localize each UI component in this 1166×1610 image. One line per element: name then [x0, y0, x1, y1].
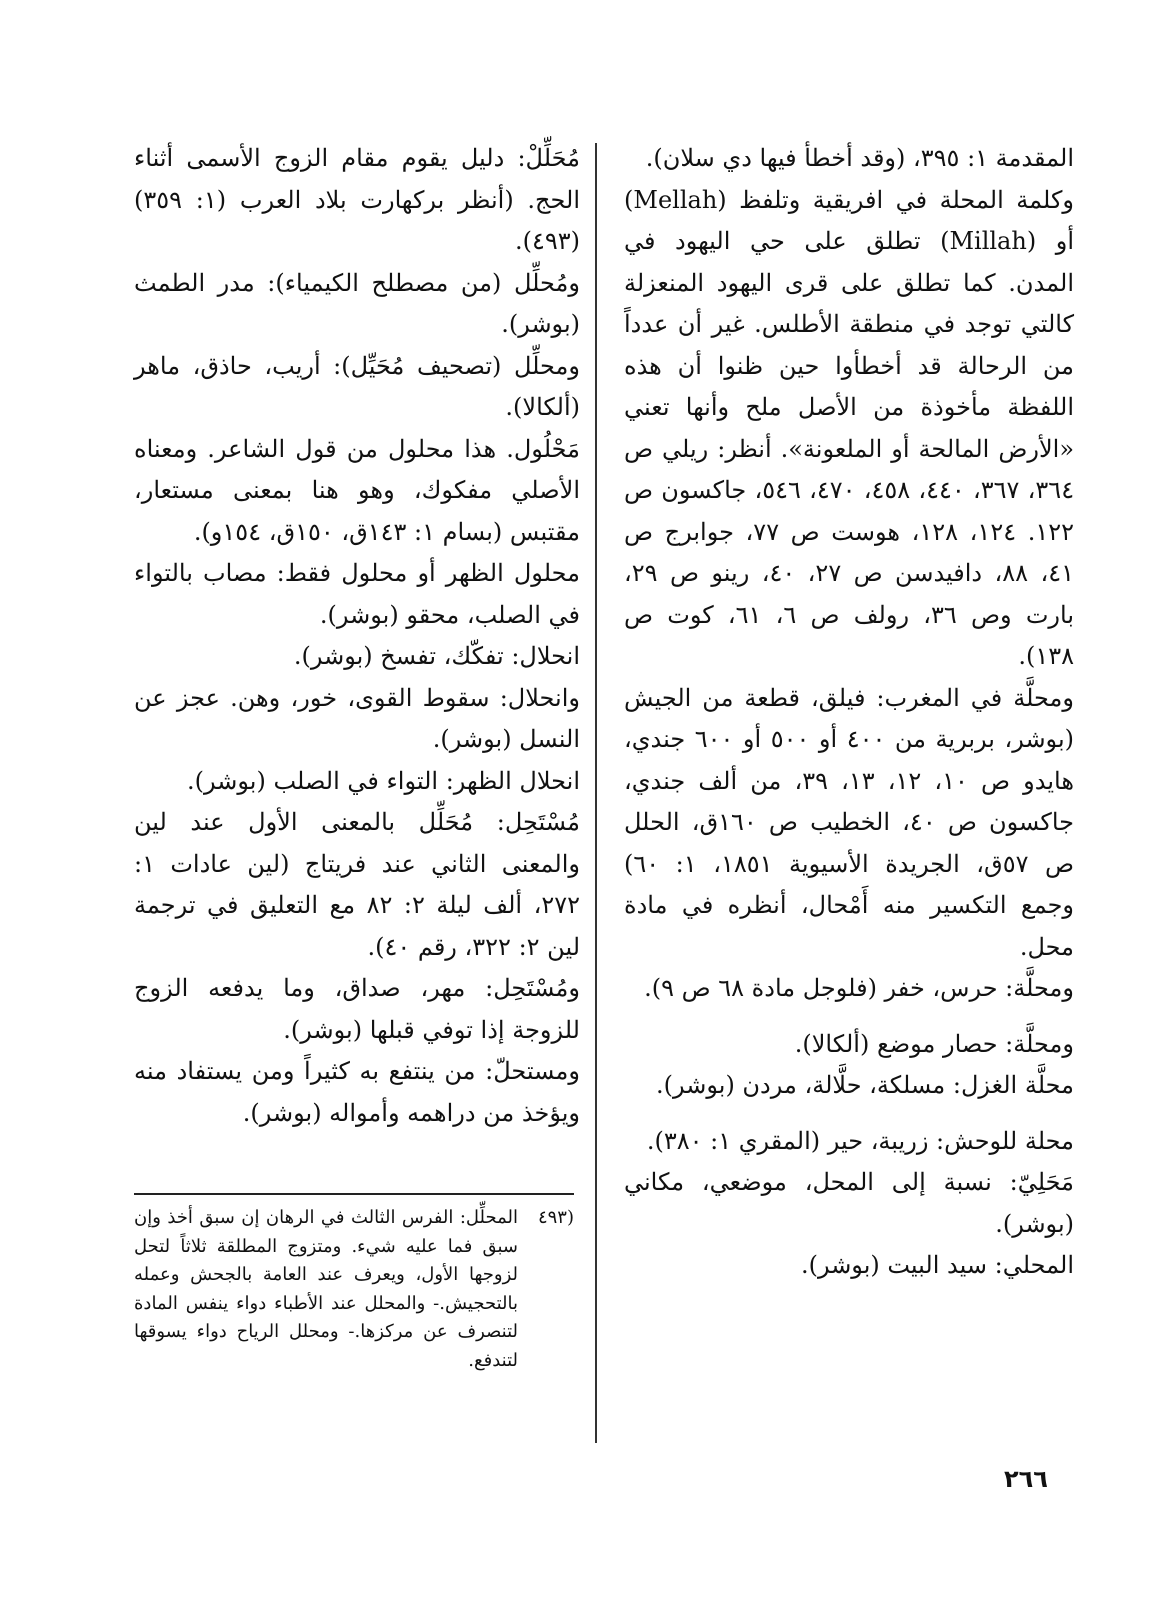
entry-text: مُحَلِّلْ: دليل يقوم مقام الزوج الأسمى أثناء الحج. (أنظر بركهارت بلاد العرب (١: ٣٥٩)(٤٩٣).: [134, 144, 581, 255]
footnote: [134, 1204, 574, 1375]
entry-text: محلة للوحش: زريبة، حير (المقري ١: ٣٨٠).: [646, 1126, 1074, 1155]
page-number: ٢٦٦: [1004, 1465, 1048, 1493]
entry-text: ومحلَّة: حصار موضع (ألكالا).: [794, 1029, 1074, 1058]
entry-text: المقدمة ١: ٣٩٥، (وقد أخطأ فيها دي سلان).: [645, 144, 1074, 172]
footnote-rule: [134, 1193, 574, 1195]
footnote-text: المحلِّل: الفرس الثالث في الرهان إن سبق أخذ وإن سبق فما عليه شيء. ومتزوج المطلقة ثلاثاً لتحل لزوجها الأول، ويعرف عند العامة بالجحش وعمله بالتحجيش.- والمحلل عند الأطباء دواء ينفس المادة لتنصرف عن مركزها.- ومحلل الرياح دواء يسوقها لتندفع.: [134, 1207, 518, 1371]
footnote-number: (٤٩٣: [537, 1207, 574, 1228]
entry-text: مُسْتَحِل: مُحَلِّل بالمعنى الأول عند لين والمعنى الثاني عند فريتاج (لين عادات ١: ٢٧٢، ألف ليلة ٢: ٨٢ مع التعليق في ترجمة لين ٢: ٣٢٢، رقم ٤٠).: [134, 808, 581, 961]
entry-text: مَحَلِيّ: نسبة إلى المحل، موضعي، مكاني (بوشر).: [624, 1168, 1074, 1238]
entry-text: انحلال: تفكّك، تفسخ (بوشر).: [293, 642, 580, 670]
entry-text: وانحلال: سقوط القوى، خور، وهن. عجز عن النسل (بوشر).: [134, 683, 580, 753]
entry-text: ومُسْتَحِل: مهر، صداق، وما يدفعه الزوج للزوجة إذا توفي قبلها (بوشر).: [134, 974, 580, 1044]
entry-text: ومستحلّ: من ينتفع به كثيراً ومن يستفاد منه ويؤخذ من دراهمه وأمواله (بوشر).: [134, 1057, 580, 1127]
left-column: [134, 138, 580, 1134]
entry-text: ومُحلِّل (من مصطلح الكيمياء): مدر الطمث (بوشر).: [134, 268, 580, 338]
entry-text: ومحلَّة: حرس، خفر (فلوجل مادة ٦٨ ص ٩).: [644, 974, 1074, 1002]
entry-text: محلَّة الغزل: مسلكة، حلَّالة، مردن (بوشر).: [656, 1071, 1074, 1099]
entry-text: ومحلَّة في المغرب: فيلق، قطعة من الجيش (بوشر، بربرية من ٤٠٠ أو ٥٠٠ أو ٦٠٠ جندي، هايدو ص ١٠، ١٢، ١٣، ٣٩، من ألف جندي، جاكسون ص ٤٠، الخطيب ص ١٦٠ق، الحلل ص ٥٧ق، الجريدة الأسيوية ١٨٥١، ١: ٦٠) وجمع التكسير منه أَمْحال، أنظره في مادة محل.: [624, 683, 1075, 961]
entry-text: مَحْلُول. هذا محلول من قول الشاعر. ومعناه الأصلي مفكوك، وهو هنا بمعنى مستعار، مقتبس (بسام ١: ١٤٣ق، ١٥٠ق، ١٥٤و).: [134, 434, 580, 546]
entry-text: انحلال الظهر: التواء في الصلب (بوشر).: [187, 766, 580, 795]
entry-text: وكلمة المحلة في افريقية وتلفظ (Mellah) أو (Millah) تطلق على حي اليهود في المدن. كما تطلق على قرى اليهود المنعزلة كالتي توجد في منطقة الأطلس. غير أن عدداً من الرحالة قد أخطأوا حين ظنوا أن هذه اللفظة مأخوذة من الأصل ملح وأنها تعني «الأرض المالحة أو الملعونة». أنظر: ريلي ص ٣٦٤، ٣٦٧، ٤٤٠، ٤٥٨، ٤٧٠، ٥٤٦، جاكسون ص ١٢٢. ١٢٤، ١٢٨، هوست ص ٧٧، جوابرج ص ٤١، ٨٨، دافيدسن ص ٢٧، ٤٠، رينو ص ٢٩، بارت وص ٣٦، رولف ص ٦، ٦١، كوت ص ١٣٨).: [624, 185, 1075, 670]
column-divider: [595, 143, 597, 1443]
entry-text: محلول الظهر أو محلول فقط: مصاب بالتواء في الصلب، محقو (بوشر).: [134, 559, 580, 629]
right-column: [624, 138, 1074, 1287]
entry-text: المحلي: سيد البيت (بوشر).: [800, 1251, 1074, 1279]
entry-text: ومحلِّل (تصحيف مُحَيِّل): أريب، حاذق، ماهر (ألكالا).: [134, 351, 580, 421]
